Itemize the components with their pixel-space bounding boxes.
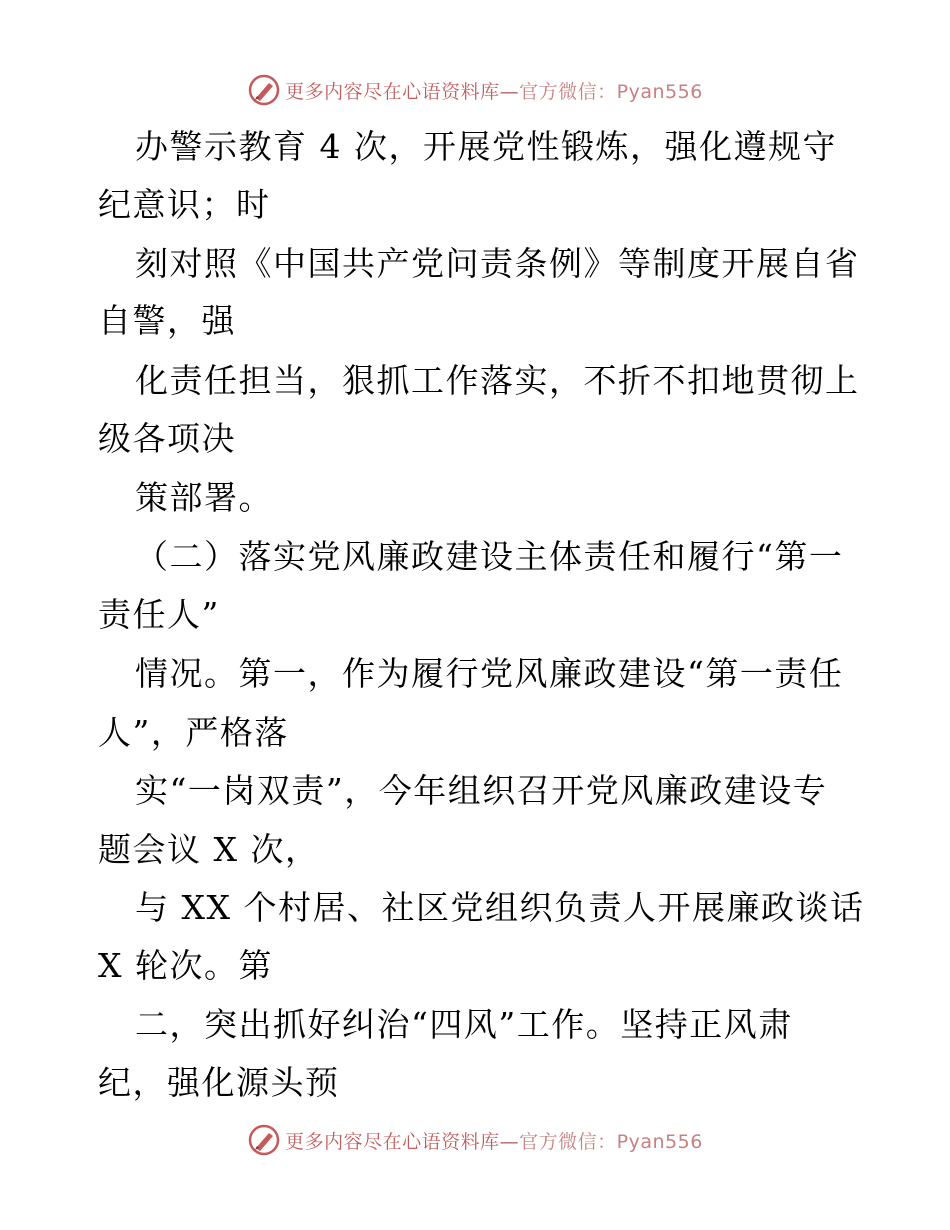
body-line: 自警，强 bbox=[98, 301, 236, 340]
body-line: 级各项决 bbox=[98, 419, 236, 458]
watermark-tail: 官方微信：Pyan556 bbox=[519, 80, 703, 103]
watermark-tail: 官方微信：Pyan556 bbox=[519, 1130, 703, 1153]
watermark-main: 更多内容尽在心语资料库 bbox=[285, 80, 500, 103]
body-line: 题会议 X 次， bbox=[98, 830, 320, 869]
body-line: 与 XX 个村居、社区党组织负责人开展廉政谈话 bbox=[135, 888, 865, 927]
body-line: 人”，严格落 bbox=[98, 713, 289, 752]
footer-watermark bbox=[0, 1120, 950, 1160]
body-line: 纪，强化源头预 bbox=[98, 1063, 340, 1102]
body-line: 刻对照《中国共产党问责条例》等制度开展自省 bbox=[135, 244, 860, 283]
body-line: 化责任担当，狠抓工作落实，不折不扣地贯彻上 bbox=[135, 361, 860, 400]
body-line: 策部署。 bbox=[135, 478, 273, 517]
pen-logo-icon bbox=[247, 1123, 281, 1157]
watermark-sep: — bbox=[499, 80, 520, 103]
body-line: 实“一岗双责”，今年组织召开党风廉政建设专 bbox=[135, 771, 828, 810]
body-line: 二，突出抓好纠治“四风”工作。坚持正风肃 bbox=[135, 1005, 793, 1044]
body-line: 办警示教育 4 次，开展党性锻炼，强化遵规守 bbox=[135, 127, 837, 166]
body-line: 纪意识；时 bbox=[98, 185, 271, 224]
body-line: 情况。第一，作为履行党风廉政建设“第一责任 bbox=[135, 654, 844, 693]
body-line: 责任人” bbox=[98, 595, 220, 634]
watermark-sep: — bbox=[499, 1130, 520, 1153]
watermark-main: 更多内容尽在心语资料库 bbox=[285, 1130, 500, 1153]
body-line: X 轮次。第 bbox=[98, 946, 273, 985]
watermark-text bbox=[285, 1127, 703, 1154]
body-line: （二）落实党风廉政建设主体责任和履行“第一 bbox=[135, 537, 844, 576]
